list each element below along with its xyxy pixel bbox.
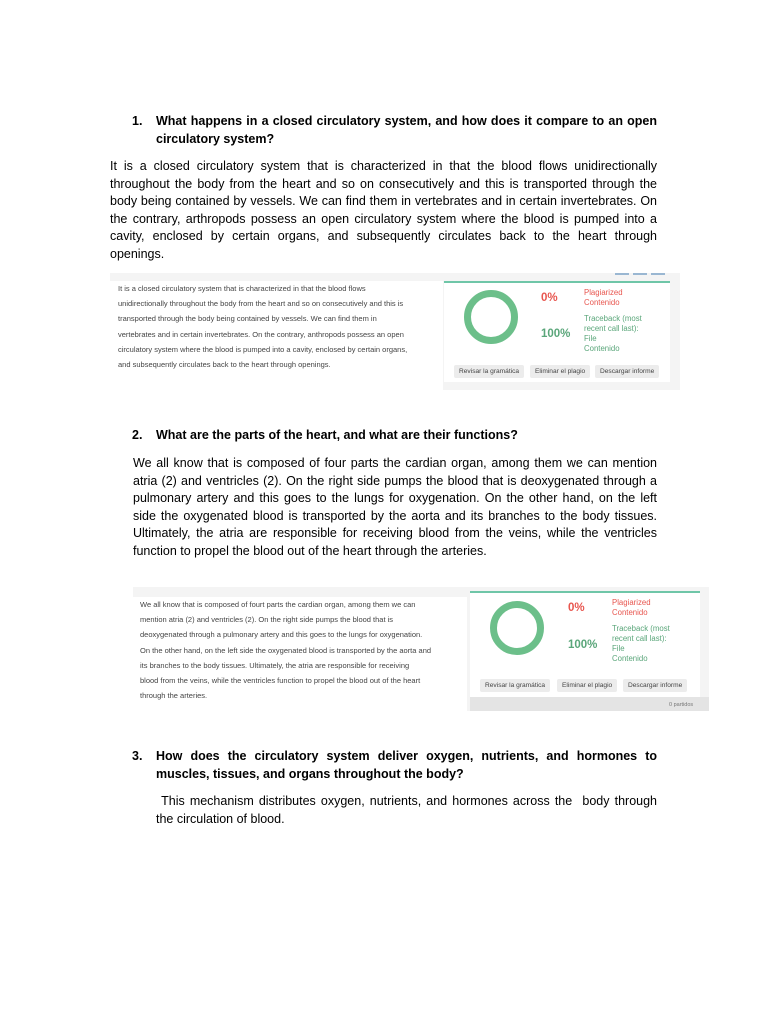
report-line: On the other hand, on the left side the oxygenated blood is transported by the aorta and [140, 645, 432, 655]
check-grammar-button[interactable]: Revisar la gramática [480, 679, 550, 692]
question-text: What happens in a closed circulatory system, and how does it compare to an open circulatory system? [156, 114, 657, 146]
report-line: unidirectionally throughout the body from the heart and so on consecutively and this is [118, 299, 404, 309]
question-text: How does the circulatory system deliver oxygen, nutrients, and hormones to muscles, tissues, and organs throughout the body? [156, 749, 657, 781]
question-3 [132, 748, 657, 783]
question-number: 2. [132, 428, 143, 442]
question-2 [132, 427, 657, 445]
score-ring-chart [464, 290, 518, 344]
tab-indicator [651, 273, 665, 275]
plagiarized-percent: 0% [541, 292, 558, 304]
answer-2: We all know that is composed of four parts the cardian organ, among them we can mention atria (2) and ventricles (2). On the right side pumps the blood that is deoxygenated through a pulmonary artery and this goes to the lungs for oxygenation. On the other hand, on the left side the oxygenated blood is transported by the aorta and its branches to the body tissues. Ultimately, the atria are responsible for receiving blood from the veins, while the ventricles function to propel the blood out of the heart through the arteries. [133, 456, 657, 558]
report-line: deoxygenated through a pulmonary artery and this goes to the lungs for oxygenation. [140, 630, 423, 640]
question-number: 1. [132, 114, 143, 128]
download-report-button[interactable]: Descargar informe [595, 365, 659, 378]
report-line: through the arteries. [140, 691, 208, 701]
report-line: It is a closed circulatory system that is characterized in that the blood flows [118, 284, 366, 293]
unique-percent: 100% [541, 328, 571, 340]
unique-label: Traceback (most recent call last): File Contenido [612, 624, 670, 663]
question-1 [132, 113, 657, 148]
question-text: What are the parts of the heart, and what are their functions? [156, 428, 518, 442]
report-line: circulatory system where the blood is pumped into a cavity, enclosed by certain organs, [118, 344, 408, 354]
unique-label: Traceback (most recent call last): File Contenido [584, 314, 642, 353]
report-document-text [133, 597, 467, 711]
report-summary-panel [470, 591, 700, 697]
report-summary-panel [444, 281, 670, 382]
plagiarized-percent: 0% [568, 602, 585, 614]
tab-indicator [615, 273, 629, 275]
remove-plagiarism-button[interactable]: Eliminar el plagio [557, 679, 617, 692]
plagiarized-label: Plagiarized Contenido [612, 598, 651, 617]
download-report-button[interactable]: Descargar informe [623, 679, 687, 692]
plagiarism-report-1 [110, 273, 680, 390]
remove-plagiarism-button[interactable]: Eliminar el plagio [530, 365, 590, 378]
score-ring-chart [490, 601, 544, 655]
plagiarism-report-2 [133, 587, 709, 711]
report-line: vertebrates and in certain invertebrates. On the contrary, anthropods possess an open [118, 329, 404, 339]
report-line: its branches to the body tissues. Ultimately, the atria are responsible for receiving [140, 660, 410, 670]
matches-count: 0 partidos [669, 702, 694, 708]
report-document-text [110, 281, 443, 390]
report-line: and subsequently circulates back to the heart through openings. [118, 360, 331, 370]
tab-indicator [633, 273, 647, 275]
report-line: mention atria (2) and ventricles (2). On the right side pumps the blood that is [140, 615, 394, 625]
plagiarized-label: Plagiarized Contenido [584, 288, 623, 307]
check-grammar-button[interactable]: Revisar la gramática [454, 365, 524, 378]
answer-3: This mechanism distributes oxygen, nutrients, and hormones across the body through the circulation of blood. [156, 794, 661, 826]
report-line: transported through the body being contained by vessels. We can find them in [118, 314, 377, 324]
answer-1: It is a closed circulatory system that is characterized in that the blood flows unidirectionally throughout the body from the heart and so on consecutively and this is transported through the body being contained by vessels. We can find them in vertebrates and in certain invertebrates. On the contrary, arthropods possess an open circulatory system where the blood is pumped into a cavity, enclosed by certain organs, and subsequently circulates back to the heart through openings. [110, 159, 657, 261]
question-number: 3. [132, 749, 143, 763]
report-line: We all know that is composed of fourt parts the cardian organ, among them we can [140, 600, 416, 609]
report-line: blood from the veins, while the ventricles function to propel the blood out of the heart [140, 676, 421, 686]
unique-percent: 100% [568, 639, 598, 651]
